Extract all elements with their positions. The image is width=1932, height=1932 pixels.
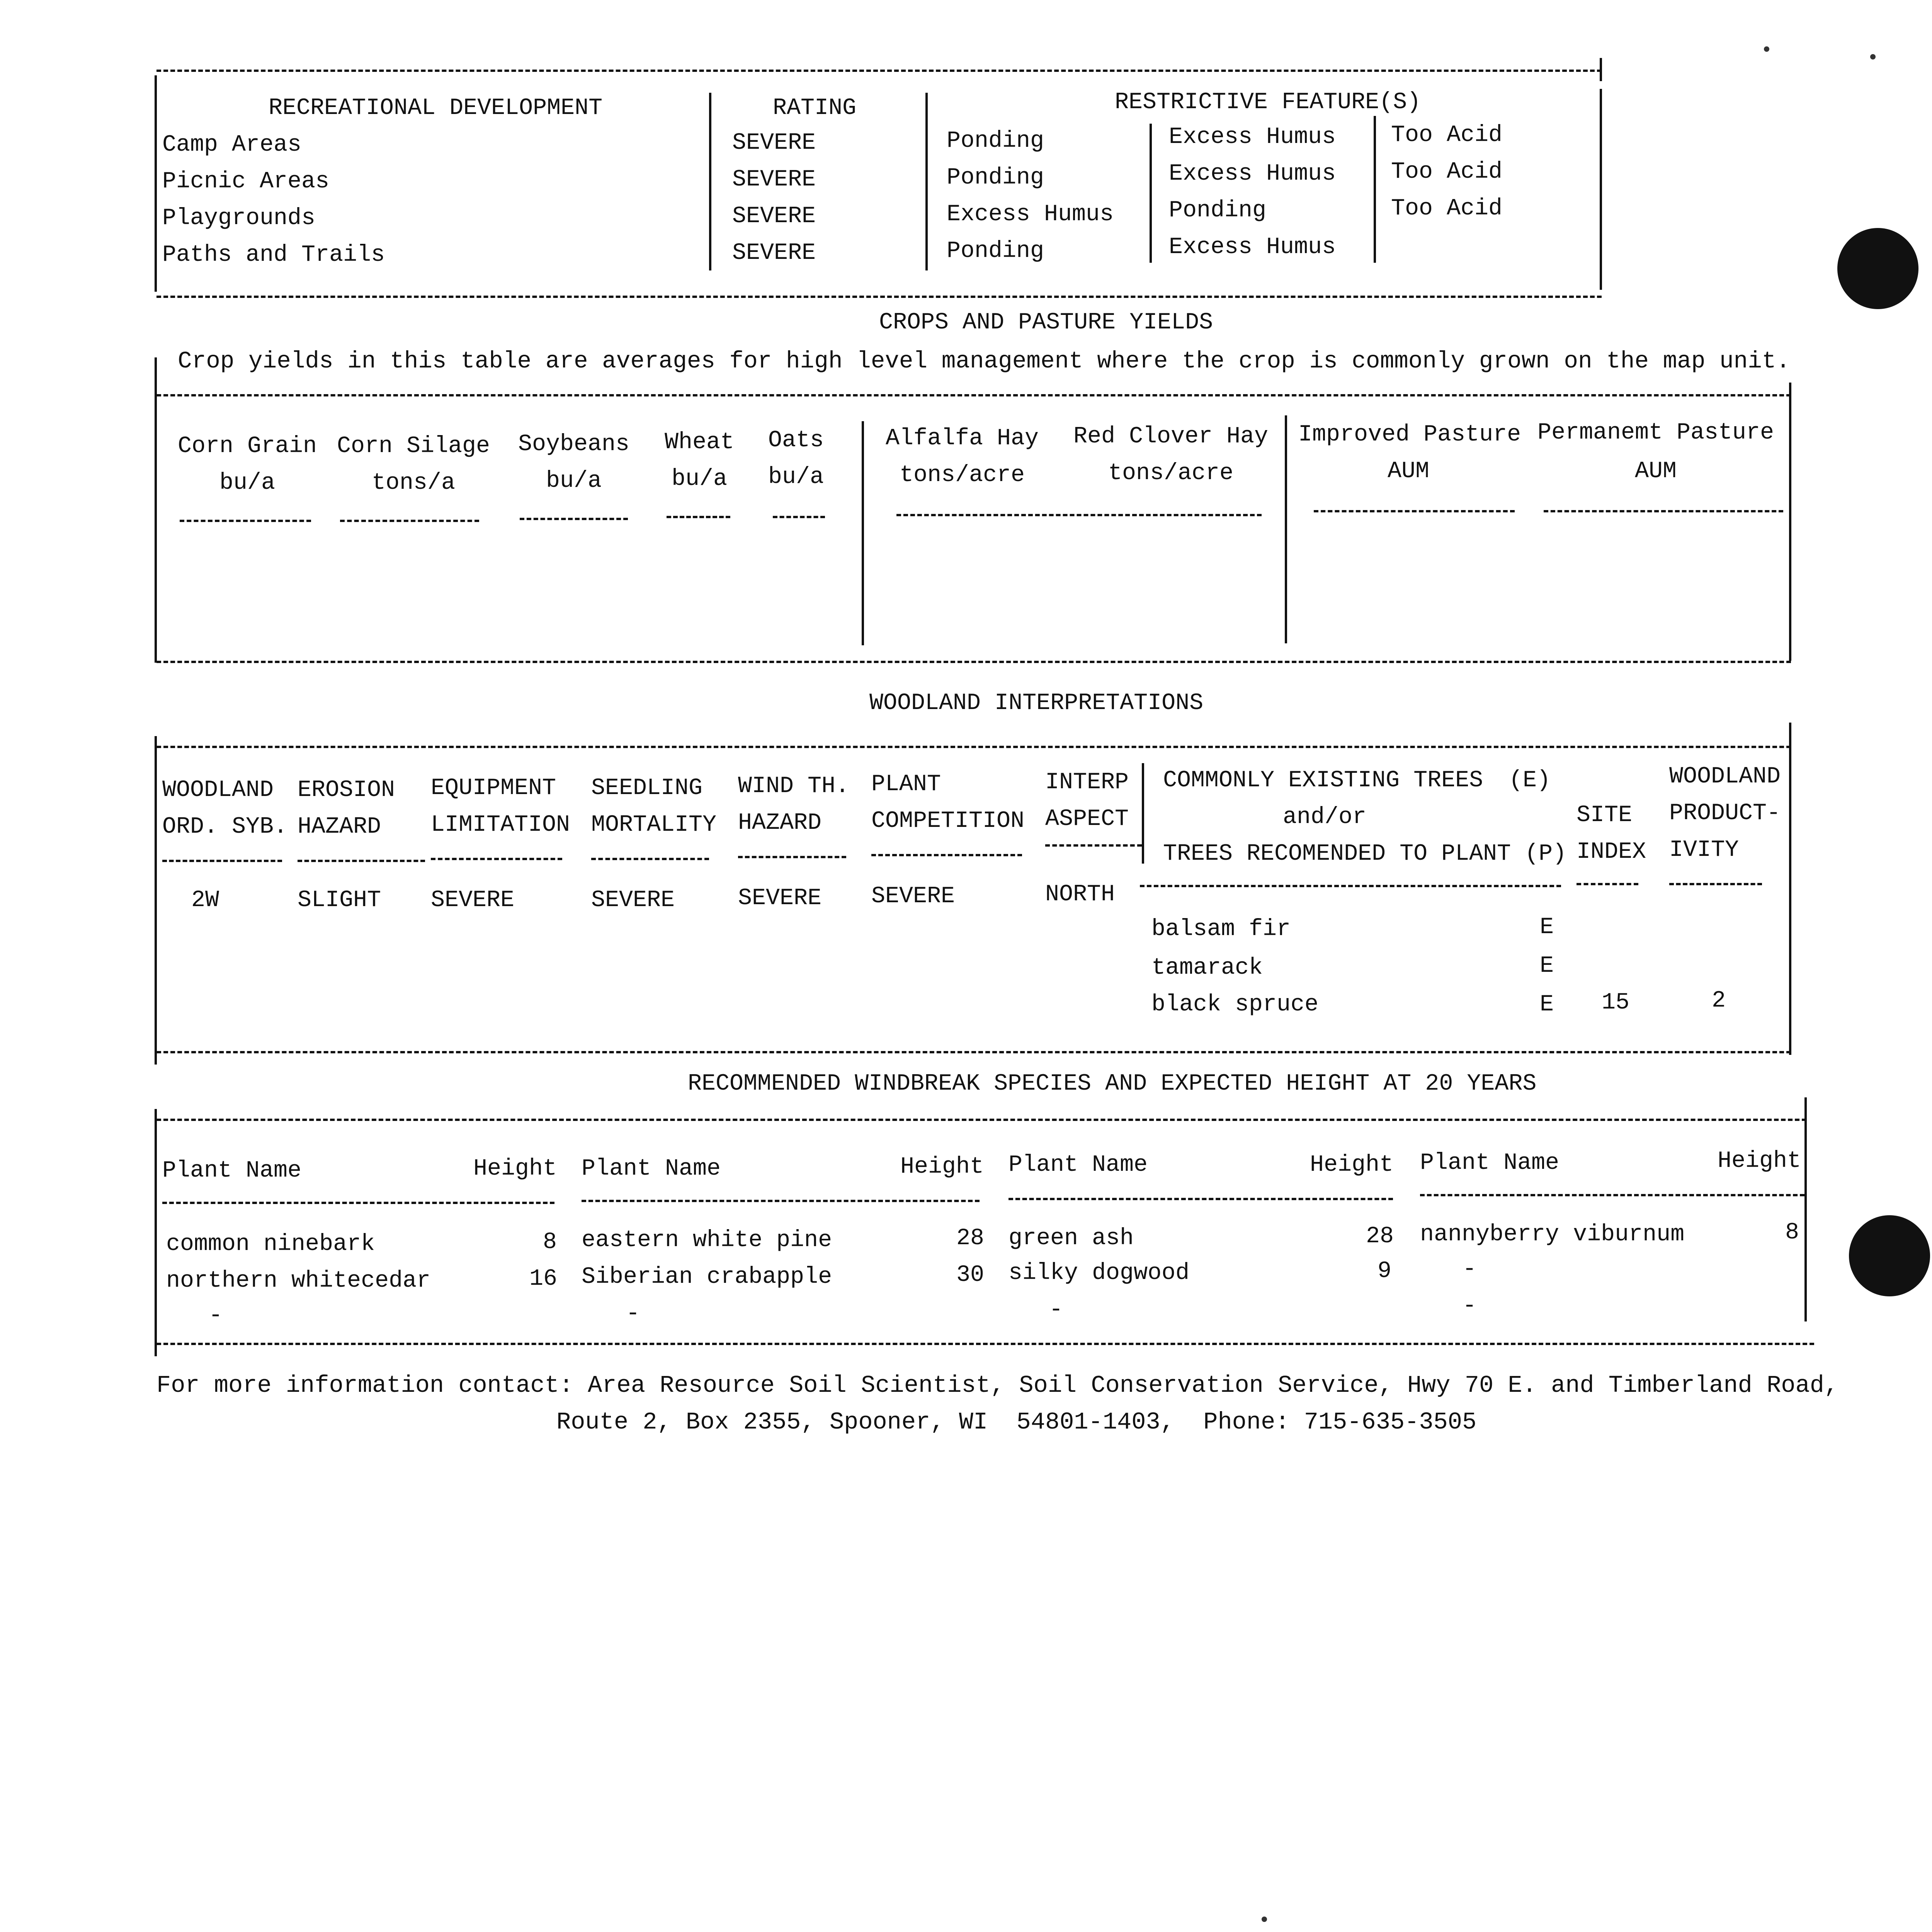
windbreak-plant-name: nannyberry viburnum — [1420, 1221, 1685, 1248]
woodland-header: SITE — [1577, 802, 1633, 828]
windbreak-header-name: Plant Name — [162, 1158, 302, 1184]
woodland-header: TREES RECOMENDED TO PLANT (P) — [1163, 841, 1567, 867]
crop-column-name: Corn Silage — [337, 433, 490, 459]
recreation-row-feature: Excess Humus — [1169, 124, 1336, 150]
windbreak-plant-name: - — [1463, 1293, 1477, 1319]
crop-column-unit: bu/a — [768, 464, 824, 490]
recreation-row-feature: Ponding — [1169, 197, 1267, 224]
recreation-row-feature: Excess Humus — [947, 201, 1114, 228]
crop-column-name: Red Clover Hay — [1073, 423, 1269, 450]
woodland-header: ASPECT — [1045, 806, 1129, 832]
divider — [156, 746, 1791, 748]
windbreak-plant-height: 8 — [1785, 1219, 1799, 1246]
tree-name: tamarack — [1151, 955, 1263, 981]
crop-column-unit: AUM — [1387, 458, 1430, 485]
divider — [1140, 885, 1561, 887]
crop-column-unit: bu/a — [546, 468, 602, 494]
windbreak-header-height: Height — [1718, 1148, 1801, 1174]
windbreak-plant-height: 16 — [529, 1266, 558, 1292]
windbreak-plant-name: - — [1049, 1297, 1063, 1323]
woodland-title: WOODLAND INTERPRETATIONS — [869, 690, 1204, 716]
windbreak-title: RECOMMENDED WINDBREAK SPECIES AND EXPECTED HEIGHT AT 20 YEARS — [688, 1071, 1537, 1097]
windbreak-plant-height: 8 — [543, 1229, 557, 1255]
contact-line-2: Route 2, Box 2355, Spooner, WI 54801-1403, Phone: 715-635-3505 — [556, 1408, 1477, 1436]
speck — [1764, 46, 1769, 52]
crop-column-unit: tons/a — [371, 470, 456, 496]
divider — [155, 75, 157, 292]
windbreak-plant-name: common ninebark — [166, 1231, 375, 1257]
recreation-row-feature: Excess Humus — [1169, 161, 1336, 187]
woodland-header: WOODLAND — [162, 777, 274, 803]
woodland-wind-value: SEVERE — [738, 885, 822, 912]
woodland-header: COMMONLY EXISTING TREES — [1163, 767, 1483, 794]
windbreak-header-height: Height — [473, 1156, 557, 1182]
windbreak-plant-height: 28 — [1366, 1223, 1394, 1250]
woodland-header: LIMITATION — [431, 812, 570, 838]
woodland-header: MORTALITY — [591, 812, 717, 838]
woodland-aspect-value: NORTH — [1045, 881, 1115, 908]
windbreak-plant-name: green ash — [1009, 1225, 1134, 1252]
woodland-header: HAZARD — [738, 810, 822, 836]
woodland-header: (E) — [1509, 767, 1551, 794]
divider — [156, 1051, 1791, 1053]
divider — [862, 421, 864, 645]
woodland-header: SEEDLING — [591, 775, 703, 801]
recreation-row-name: Camp Areas — [162, 132, 302, 158]
divider — [1789, 723, 1791, 1055]
divider — [667, 516, 730, 518]
crops-note: Crop yields in this table are averages for high level management where the crop is commonly grown on the map unit. — [178, 348, 1791, 375]
recreation-row-feature: Excess Humus — [1169, 234, 1336, 260]
woodland-header: EROSION — [298, 777, 395, 803]
woodland-header: PRODUCT- — [1669, 800, 1781, 827]
woodland-header: COMPETITION — [871, 808, 1025, 834]
punch-hole — [1837, 228, 1918, 309]
divider — [1789, 383, 1791, 661]
windbreak-header-height: Height — [900, 1154, 984, 1180]
windbreak-plant-name: Siberian crabapple — [582, 1264, 832, 1290]
crops-title: CROPS AND PASTURE YIELDS — [879, 310, 1213, 336]
woodland-ord-value: 2W — [191, 887, 219, 913]
recreation-row-feature: Ponding — [947, 165, 1044, 191]
divider — [520, 518, 628, 520]
divider — [156, 70, 1602, 72]
windbreak-plant-name: eastern white pine — [582, 1227, 832, 1253]
divider — [738, 856, 846, 858]
windbreak-plant-name: - — [209, 1303, 223, 1329]
windbreak-plant-height: 28 — [956, 1225, 985, 1252]
crop-column-name: Oats — [768, 427, 824, 454]
divider — [1544, 510, 1783, 512]
divider — [1600, 58, 1602, 81]
woodland-header: INDEX — [1577, 839, 1646, 865]
recreation-row-name: Picnic Areas — [162, 168, 330, 195]
windbreak-header-name: Plant Name — [1420, 1150, 1560, 1176]
woodland-header: HAZARD — [298, 814, 381, 840]
windbreak-plant-name: - — [626, 1301, 640, 1327]
divider — [871, 854, 1022, 856]
divider — [162, 1202, 554, 1204]
woodland-header: EQUIPMENT — [431, 775, 556, 801]
divider — [1804, 1097, 1807, 1321]
divider — [340, 520, 479, 522]
divider — [156, 1343, 1814, 1345]
woodland-equipment-value: SEVERE — [431, 887, 515, 913]
recreation-row-feature: Ponding — [947, 238, 1044, 264]
recreation-row-rating: SEVERE — [732, 130, 816, 156]
tree-name: balsam fir — [1151, 916, 1291, 942]
woodland-header: PLANT — [871, 771, 941, 798]
speck — [1870, 54, 1876, 60]
divider — [1142, 763, 1144, 864]
divider — [1577, 883, 1638, 885]
crop-column-unit: tons/acre — [899, 462, 1025, 488]
divider — [156, 661, 1791, 663]
divider — [162, 860, 282, 862]
woodland-seedling-value: SEVERE — [591, 887, 675, 913]
tree-site-index: 15 — [1602, 990, 1630, 1016]
crop-column-name: Corn Grain — [177, 433, 317, 459]
woodland-header: ORD. SYB. — [162, 814, 288, 840]
divider — [156, 394, 1791, 396]
recreation-row-feature: Too Acid — [1391, 122, 1503, 148]
recreation-header-restrictive: RESTRICTIVE FEATURE(S) — [1115, 89, 1421, 116]
crop-column-name: Alfalfa Hay — [885, 425, 1039, 452]
recreation-header-development: RECREATIONAL DEVELOPMENT — [269, 95, 603, 121]
speck — [1262, 1917, 1267, 1922]
recreation-row-rating: SEVERE — [732, 240, 816, 266]
divider — [582, 1200, 980, 1202]
punch-hole — [1849, 1215, 1930, 1296]
tree-code: E — [1540, 992, 1554, 1018]
windbreak-header-name: Plant Name — [582, 1156, 721, 1182]
divider — [155, 357, 157, 663]
windbreak-header-height: Height — [1310, 1152, 1394, 1178]
divider — [298, 860, 425, 862]
windbreak-header-name: Plant Name — [1009, 1152, 1148, 1178]
divider — [431, 858, 562, 860]
woodland-header: WIND TH. — [738, 773, 850, 799]
recreation-row-name: Playgrounds — [162, 205, 316, 231]
windbreak-plant-name: silky dogwood — [1009, 1260, 1190, 1286]
woodland-header: WOODLAND — [1669, 764, 1781, 790]
divider — [1150, 124, 1152, 263]
divider — [1045, 844, 1142, 847]
divider — [591, 858, 709, 860]
woodland-header: and/or — [1283, 804, 1367, 830]
crop-column-name: Improved Pasture — [1298, 422, 1521, 448]
woodland-header: IVITY — [1669, 837, 1739, 863]
recreation-header-rating: RATING — [773, 95, 857, 121]
crop-column-unit: AUM — [1634, 458, 1677, 485]
divider — [1420, 1194, 1804, 1196]
tree-code: E — [1540, 953, 1554, 979]
crop-column-name: Wheat — [664, 429, 735, 456]
divider — [773, 516, 825, 518]
divider — [156, 296, 1602, 298]
divider — [925, 93, 928, 270]
divider — [1600, 89, 1602, 290]
divider — [1374, 116, 1376, 263]
windbreak-plant-name: - — [1463, 1256, 1477, 1282]
recreation-row-feature: Ponding — [947, 128, 1044, 154]
crop-column-name: Permanemt Pasture — [1537, 420, 1774, 446]
woodland-header: INTERP — [1045, 769, 1129, 796]
recreation-row-feature: Too Acid — [1391, 196, 1503, 222]
divider — [896, 514, 1262, 516]
divider — [155, 736, 157, 1065]
divider — [1314, 510, 1515, 512]
tree-code: E — [1540, 914, 1554, 940]
tree-name: black spruce — [1151, 992, 1319, 1018]
divider — [1285, 415, 1287, 643]
crop-column-unit: bu/a — [219, 470, 276, 496]
divider — [709, 93, 711, 270]
crop-column-unit: bu/a — [671, 466, 728, 492]
divider — [1669, 883, 1762, 885]
crop-column-unit: tons/acre — [1108, 460, 1234, 486]
woodland-erosion-value: SLIGHT — [298, 887, 381, 913]
recreation-row-rating: SEVERE — [732, 167, 816, 193]
contact-line-1: For more information contact: Area Resource Soil Scientist, Soil Conservation Service, Hwy 70 E. and Timberland Road, — [156, 1372, 1839, 1399]
recreation-row-rating: SEVERE — [732, 203, 816, 230]
recreation-row-name: Paths and Trails — [162, 242, 385, 268]
divider — [156, 1119, 1806, 1121]
windbreak-plant-height: 30 — [956, 1262, 985, 1288]
windbreak-plant-height: 9 — [1378, 1258, 1392, 1284]
recreation-row-feature: Too Acid — [1391, 159, 1503, 185]
woodland-competition-value: SEVERE — [871, 883, 955, 910]
divider — [1009, 1198, 1393, 1200]
divider — [155, 1109, 157, 1356]
divider — [180, 520, 311, 522]
windbreak-plant-name: northern whitecedar — [166, 1268, 431, 1294]
crop-column-name: Soybeans — [518, 431, 630, 457]
tree-productivity: 2 — [1712, 988, 1726, 1014]
